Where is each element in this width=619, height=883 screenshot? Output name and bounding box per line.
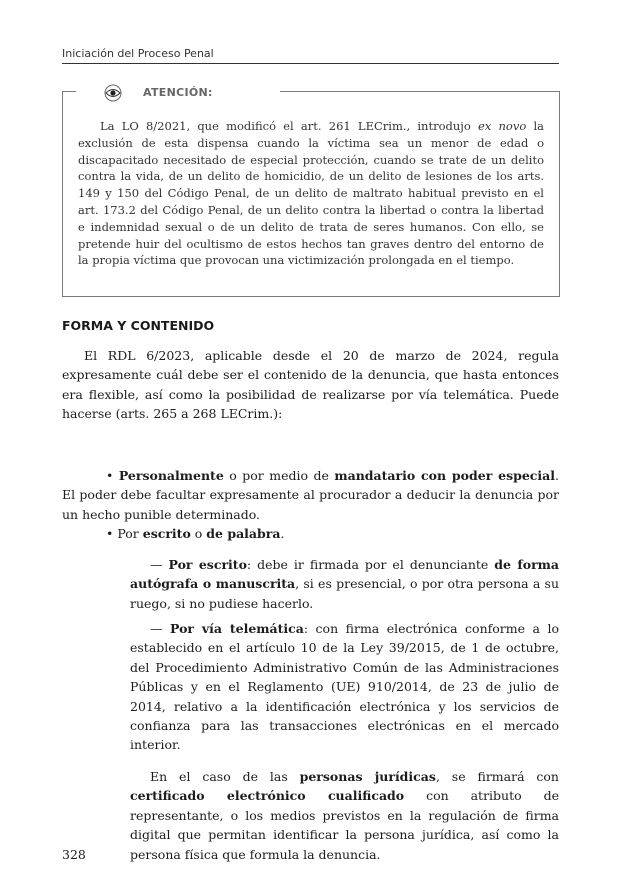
dash-via-telematica: — Por vía telemática: con firma electrónica conforme a lo establecido en el artículo 10 de la Ley 39/2015, de 1 de octubre, del Procedimiento Administrativo Común de las Administraciones Públicas y en el Reglamento (UE) 910/2014, de 23 de julio de 2014, relativo a la identificación electrónica y los servicios de confianza para las transacciones electrónicas en el mercado interior. [130,621,559,753]
dash-por-escrito: — Por escrito: debe ir firmada por el denunciante de forma autógrafa o manuscrita, si es presencial, o por otra persona a su ruego, si no pudiese hacerlo. [130,557,559,611]
bullet-personalmente: • Personalmente o por medio de mandatario con poder especial. El poder debe facultar expresamente al procurador a deducir la denuncia por un hecho punible determinado. [62,468,560,522]
attention-title: ATENCIÓN: [143,86,213,99]
bullet-dot: • [106,526,114,541]
page-number: 328 [62,847,86,862]
running-head: Iniciación del Proceso Penal [62,47,214,60]
attention-box-top-left [62,91,76,92]
header-rule [62,63,559,64]
attention-box-top-right [280,91,559,92]
attention-italic: ex novo [477,119,527,133]
eye-icon [102,84,124,102]
personas-juridicas-paragraph: En el caso de las personas jurídicas, se firmará con certificado electrónico cualificado con atributo de representante, o los medios previstos en la regulación de firma digital que permitan identificar la persona jurídica, así como la persona física que formula la denuncia. [130,769,559,862]
intro-paragraph: El RDL 6/2023, aplicable desde el 20 de marzo de 2024, regula expresamente cuál debe ser el contenido de la denuncia, que hasta entonces era flexible, así como la posibilidad de realizarse por vía telemática. Puede hacerse (arts. 265 a 268 LECrim.): [62,348,559,422]
bullet-dot: • [106,468,114,483]
attention-text: La LO 8/2021, que modificó el art. 261 LECrim., introdujo ex novo la exclusión de esta dispensa cuando la víctima sea un menor de edad o discapacitado necesitado de especial protección, cuando se trate de un delito contra la vida, de un delito de homicidio, de un delito de lesiones de los arts. 149 y 150 del Código Penal, de un delito de maltrato habitual previsto en el art. 173.2 del Código Penal, de un delito contra la libertad o contra la libertad e indemnidad sexual o de un delito de trata de seres humanos. Con ello, se pretende huir del ocultismo de estos hechos tan graves dentro del entorno de la propia víctima que provocan una victimización prolongada en el tiempo. [78,119,544,268]
bullet-escrito-palabra: • Por escrito o de palabra. [106,526,285,541]
section-title: FORMA Y CONTENIDO [62,318,215,333]
